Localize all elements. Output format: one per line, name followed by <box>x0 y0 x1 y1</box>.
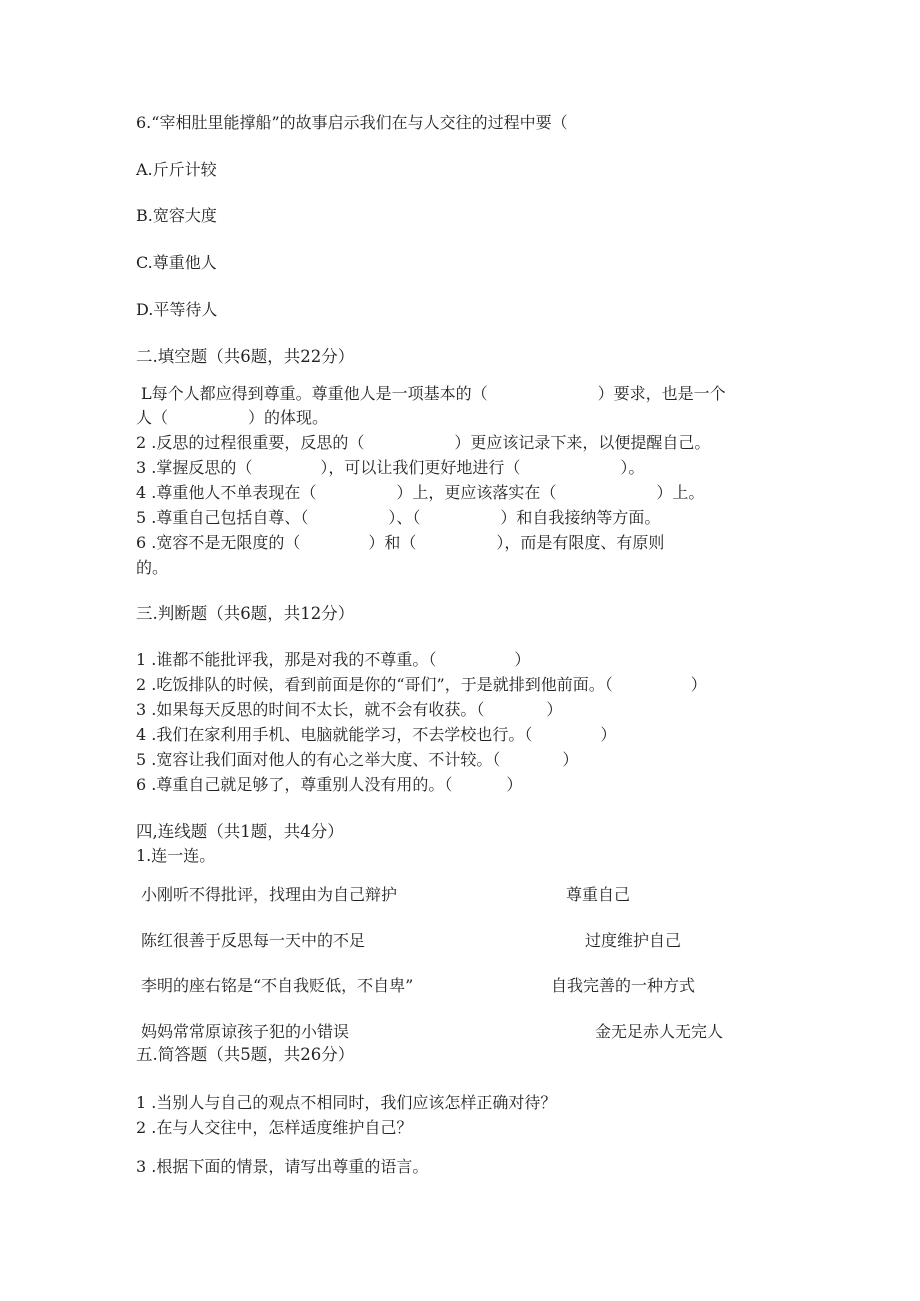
fill-item-1-line-2: 人（ ）的体现。 <box>136 408 329 427</box>
judge-item: 3 .如果每天反思的时间不太长，就不会有收获。（ ） <box>136 700 563 719</box>
short-answer-item: 3 .根据下面的情景，请写出尊重的语言。 <box>136 1157 429 1176</box>
section-5-heading: 五.简答题（共5题，共26分） <box>136 1045 355 1064</box>
short-answer-item: 2 .在与人交往中，怎样适度维护自己？ <box>136 1118 413 1137</box>
section-3-heading: 三.判断题（共6题，共12分） <box>136 604 355 623</box>
match-left-item[interactable]: 妈妈常常原谅孩子犯的小错误 <box>141 1022 350 1041</box>
fill-item-6-line-1: 6 .宽容不是无限度的（ ）和（ ），而是有限度、有原则 <box>136 533 665 552</box>
section-2-heading: 二.填空题（共6题，共22分） <box>136 347 355 366</box>
q6-option-d: D.平等待人 <box>136 300 218 319</box>
fill-item-2: 2 .反思的过程很重要，反思的（ ）更应该记录下来，以便提醒自己。 <box>136 433 711 452</box>
judge-item: 1 .谁都不能批评我，那是对我的不尊重。（ ） <box>136 650 531 669</box>
match-right-item[interactable]: 金无足赤人无完人 <box>595 1022 724 1041</box>
short-answer-item: 1 .当别人与自己的观点不相同时，我们应该怎样正确对待？ <box>136 1093 557 1112</box>
match-left-item[interactable]: 小刚听不得批评，找理由为自己辩护 <box>141 885 398 904</box>
match-right-item[interactable]: 自我完善的一种方式 <box>551 976 696 995</box>
match-right-item[interactable]: 尊重自己 <box>566 885 631 904</box>
judge-item: 5 .宽容让我们面对他人的有心之举大度、不计较。（ ） <box>136 750 579 769</box>
fill-item-6-line-2: 的。 <box>136 558 169 577</box>
q6-option-c: C.尊重他人 <box>136 253 217 272</box>
match-left-item[interactable]: 陈红很善于反思每一天中的不足 <box>141 931 366 950</box>
question-6-stem: 6.“宰相肚里能撑船”的故事启示我们在与人交往的过程中要（ <box>136 113 568 132</box>
fill-item-4: 4 .尊重他人不单表现在（ ）上，更应该落实在（ ）上。 <box>136 483 705 502</box>
fill-item-5: 5 .尊重自己包括自尊、（ ）、（ ）和自我接纳等方面。 <box>136 508 661 527</box>
judge-item: 2 .吃饭排队的时候，看到前面是你的“哥们”，于是就排到他前面。（ ） <box>136 675 707 694</box>
judge-item: 6 .尊重自己就足够了，尊重别人没有用的。（ ） <box>136 775 523 794</box>
section-4-heading: 四,连线题（共1题，共4分） <box>136 822 344 841</box>
fill-item-1-line-1: L每个人都应得到尊重。尊重他人是一项基本的（ ）要求，也是一个 <box>141 384 726 403</box>
fill-item-3: 3 .掌握反思的（ ），可以让我们更好地进行（ ）。 <box>136 458 645 477</box>
judge-item: 4 .我们在家利用手机、电脑就能学习，不去学校也行。（ ） <box>136 725 617 744</box>
q6-option-b: B.宽容大度 <box>136 206 217 225</box>
matching-prompt: 1.连一连。 <box>136 846 216 865</box>
match-left-item[interactable]: 李明的座右铭是“不自我贬低，不自卑” <box>141 976 414 995</box>
q6-option-a: A.斤斤计较 <box>136 160 217 179</box>
match-right-item[interactable]: 过度维护自己 <box>585 931 682 950</box>
